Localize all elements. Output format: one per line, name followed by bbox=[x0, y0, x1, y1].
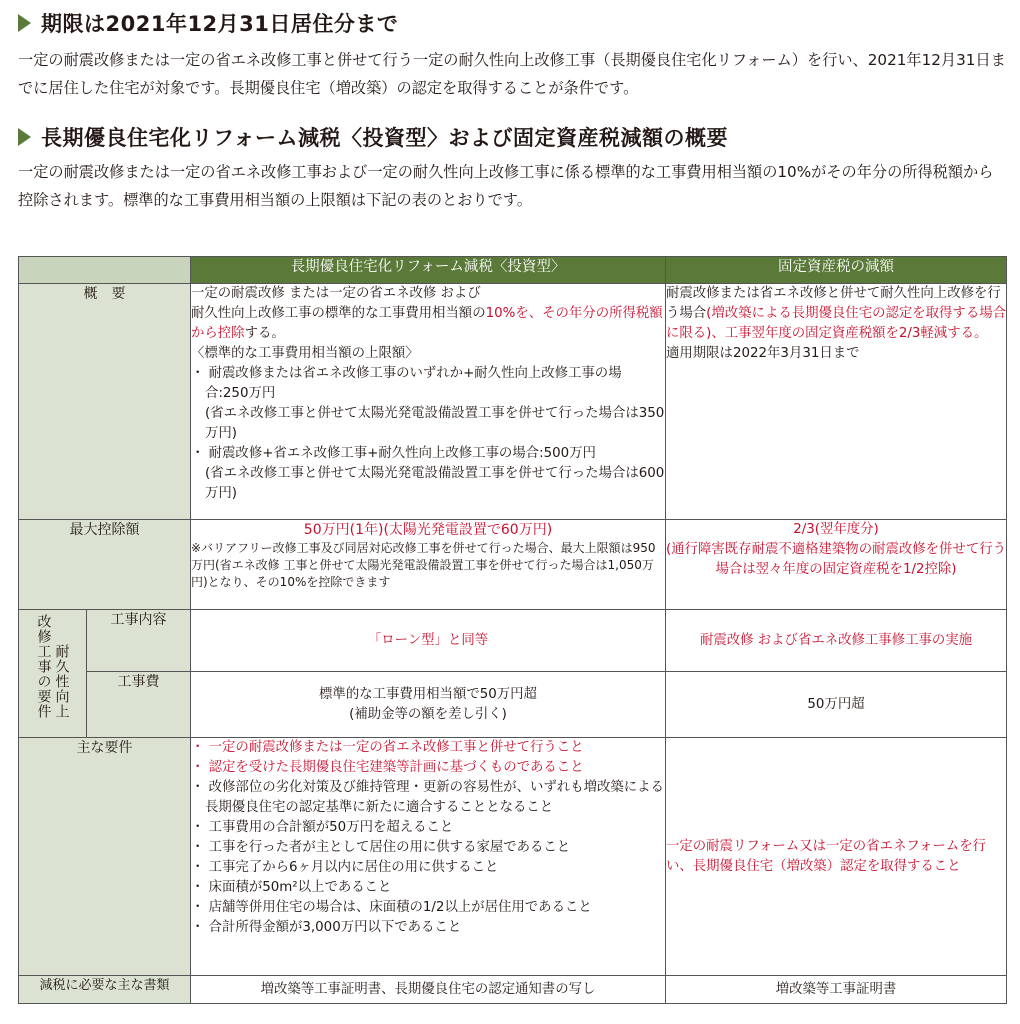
work-cost-left-note: (補助金等の額を差し引く) bbox=[349, 706, 507, 722]
section2-heading bbox=[18, 122, 728, 152]
section1-text: 一定の耐震改修または一定の省エネ改修工事と併せて行う一定の耐久性向上改修工事（長期優良住宅化リフォーム）を行い、2021年12月31日までに居住した住宅が対象です。長期優良住宅（増改築）の認定を取得することが条件です。 bbox=[18, 51, 1006, 97]
section2-title: 長期優良住宅化リフォーム減税〈投資型〉および固定資産税減額の概要 bbox=[41, 126, 728, 150]
requirement-item: ・ 工事費用の合計額が50万円を超えること bbox=[191, 820, 454, 835]
overview-right-text: 耐震改修または省エネ改修と併せて耐久性向上改修を行う場合 bbox=[666, 286, 1001, 321]
overview-right bbox=[666, 284, 1007, 520]
requirement-item: ・ 工事完了から6ヶ月以内に居住の用に供すること bbox=[191, 860, 499, 875]
requirements-vertical-label bbox=[19, 610, 87, 738]
requirement-item: ・ 一定の耐震改修または一定の省エネ改修工事と併せて行うこと bbox=[191, 740, 584, 755]
max-deduction-right-note: (通行障害既存耐震不適格建築物の耐震改修を併せて行う場合は翌々年度の固定資産税を1/2控除) bbox=[666, 542, 1006, 577]
work-cost-label: 工事費 bbox=[87, 672, 191, 738]
section1-title: 期限は2021年12月31日居住分まで bbox=[41, 12, 399, 36]
work-cost-left-main: 標準的な工事費用相当額で50万円超 bbox=[319, 686, 537, 702]
overview-text: 耐久性向上改修工事の標準的な工事費用相当額の bbox=[191, 306, 486, 321]
durability-vertical-text: 耐久性向上 bbox=[53, 644, 70, 719]
header-property-tax: 固定資産税の減額 bbox=[666, 257, 1007, 284]
header-investment-tax: 長期優良住宅化リフォーム減税〈投資型〉 bbox=[191, 257, 666, 284]
overview-right-red: (増改築による長期優良住宅の認定を取得する場合に限る)、工事翌年度の固定資産税額を2/3軽減する。 bbox=[666, 306, 1006, 341]
section1-heading bbox=[18, 8, 398, 38]
overview-left-note: (省エネ改修工事と併せて太陽光発電設備設置工事を併せて行った場合は600万円) bbox=[205, 466, 665, 501]
requirement-item: ・ 工事を行った者が主として居住の用に供する家屋であること bbox=[191, 840, 571, 855]
overview-red-text: 10%を、その年分の所得税額から控除 bbox=[191, 306, 663, 341]
requirement-item: ・ 認定を受けた長期優良住宅建築等計画に基づくものであること bbox=[191, 760, 584, 775]
work-content-row bbox=[19, 610, 1007, 672]
requirement-item: ・ 店舗等併用住宅の場合は、床面積の1/2以上が居住用であること bbox=[191, 900, 592, 915]
requirements-vertical-text: 改修工事の要件 bbox=[35, 614, 52, 719]
documents-row bbox=[19, 976, 1007, 1004]
section2-text: 一定の耐震改修または一定の省エネ改修工事および一定の耐久性向上改修工事に係る標準的な工事費用相当額の10%がその年分の所得税額から控除されます。標準的な工事費用相当額の上限額は下記の表のとおりです。 bbox=[18, 163, 994, 209]
overview-right-deadline: 適用期限は2022年3月31日まで bbox=[666, 346, 860, 361]
triangle-bullet-icon bbox=[18, 14, 31, 32]
requirement-item: ・ 床面積が50m²以上であること bbox=[191, 880, 392, 895]
work-cost-left bbox=[191, 672, 666, 738]
max-deduction-right-amount: 2/3(翌年度分) bbox=[793, 522, 879, 537]
max-deduction-note: ※バリアフリー改修工事及び同居対応改修工事を併せて行った場合、最大上限額は950万円(省エネ改修 工事と併せて太陽光発電設備設置工事を併せて行った場合は1,050万円)となり、その10%を控除できます bbox=[191, 541, 656, 589]
requirement-item: ・ 合計所得金額が3,000万円以下であること bbox=[191, 920, 462, 935]
documents-right: 増改築等工事証明書 bbox=[666, 976, 1007, 1004]
overview-left-note: (省エネ改修工事と併せて太陽光発電設備設置工事を併せて行った場合は350万円) bbox=[205, 406, 665, 441]
overview-text: する。 bbox=[244, 326, 285, 341]
comparison-table bbox=[18, 256, 1007, 1004]
documents-label: 減税に必要な主な書類 bbox=[19, 976, 191, 1004]
max-deduction-row bbox=[19, 520, 1007, 610]
overview-left-bullet: ・ 耐震改修または省エネ改修工事のいずれか+耐久性向上改修工事の場合:250万円 bbox=[191, 366, 622, 401]
overview-left-bullet: ・ 耐震改修+省エネ改修工事+耐久性向上改修工事の場合:500万円 bbox=[191, 446, 596, 461]
overview-row bbox=[19, 284, 1007, 520]
max-deduction-right bbox=[666, 520, 1007, 610]
work-cost-right: 50万円超 bbox=[666, 672, 1007, 738]
overview-left bbox=[191, 284, 666, 520]
max-deduction-amount: 50万円(1年)(太陽光発電設置で60万円) bbox=[303, 522, 553, 538]
max-deduction-label: 最大控除額 bbox=[19, 520, 191, 610]
overview-left-line: 〈標準的な工事費用相当額の上限額〉 bbox=[191, 346, 419, 361]
header-blank bbox=[19, 257, 191, 284]
max-deduction-left bbox=[191, 520, 666, 610]
main-requirements-right: 一定の耐震リフォーム又は一定の省エネフォームを行い、長期優良住宅（増改築）認定を取得すること bbox=[666, 738, 1007, 976]
main-requirements-label: 主な要件 bbox=[19, 738, 191, 976]
work-content-left: 「ローン型」と同等 bbox=[191, 610, 666, 672]
overview-left-line bbox=[191, 304, 665, 344]
main-requirements-left bbox=[191, 738, 666, 976]
requirement-item: ・ 改修部位の劣化対策及び維持管理・更新の容易性が、いずれも増改築による長期優良住宅の認定基準に新たに適合することとなること bbox=[191, 780, 664, 815]
documents-left: 増改築等工事証明書、長期優良住宅の認定通知書の写し bbox=[191, 976, 666, 1004]
work-content-label: 工事内容 bbox=[87, 610, 191, 672]
work-cost-row bbox=[19, 672, 1007, 738]
main-requirements-row bbox=[19, 738, 1007, 976]
table-header-row bbox=[19, 257, 1007, 284]
work-content-right: 耐震改修 および省エネ改修工事修工事の実施 bbox=[666, 610, 1007, 672]
overview-label: 概 要 bbox=[19, 284, 191, 520]
overview-left-line: 一定の耐震改修 または一定の省エネ改修 および bbox=[191, 286, 481, 301]
triangle-bullet-icon bbox=[18, 128, 31, 146]
